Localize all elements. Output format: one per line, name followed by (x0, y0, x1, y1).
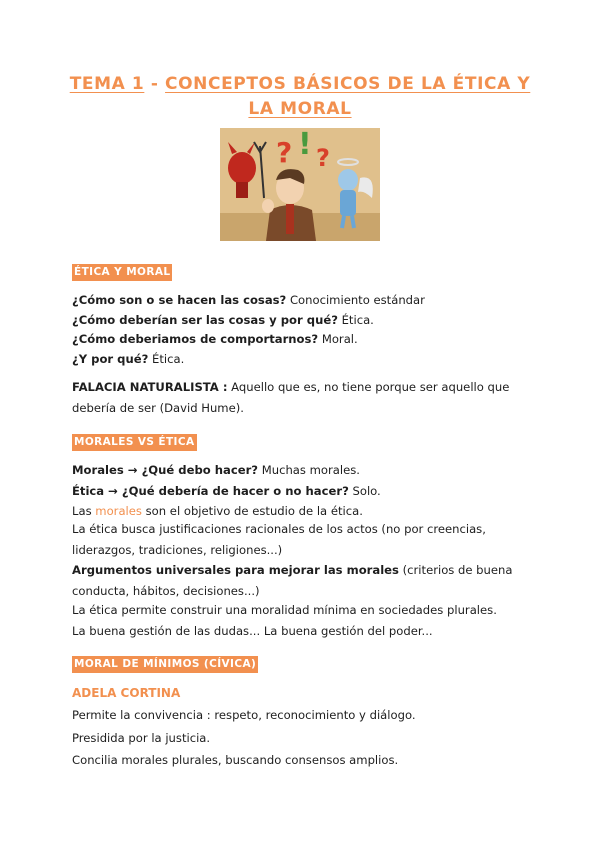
morales-question: Morales → ¿Qué debo hacer? (72, 463, 259, 477)
svg-text:!: ! (298, 128, 312, 162)
falacia-paragraph (72, 377, 542, 419)
text-line: La ética permite construir una moralidad mínima en sociedades plurales. (72, 603, 497, 617)
subheading-adela-cortina: ADELA CORTINA (72, 686, 181, 700)
text-line: Concilia morales plurales, buscando consensos amplios. (72, 753, 399, 767)
text-line (72, 293, 542, 308)
section-heading-morales-vs-etica: MORALES VS ÉTICA (72, 434, 197, 451)
question-1: ¿Cómo son o se hacen las cosas? (72, 293, 287, 307)
highlighted-word: morales (95, 504, 142, 518)
svg-text:?: ? (276, 136, 293, 169)
title-part-1: TEMA 1 (69, 74, 145, 94)
falacia-label: FALACIA NATURALISTA : (72, 380, 228, 394)
line-rest: son el objetivo de estudio de la ética. (141, 504, 363, 518)
answer-3: Moral. (318, 332, 358, 346)
argumentos-rest: (criterios de buena conducta, hábitos, decisiones...) (72, 563, 513, 598)
text-line (72, 504, 542, 519)
paragraph-justificaciones: La ética busca justificaciones racionales de los actos (no por creencias, liderazgos, tradiciones, religiones...) (72, 522, 486, 557)
etica-question: Ética → ¿Qué debería de hacer o no hacer? (72, 484, 349, 498)
title-separator: - (144, 74, 166, 94)
answer-1: Conocimiento estándar (286, 293, 425, 307)
text-line (72, 332, 542, 347)
title-part-2: CONCEPTOS BÁSICOS DE LA ÉTICA Y (165, 74, 531, 94)
answer-4: Ética. (148, 352, 185, 366)
text-line (72, 484, 542, 499)
section-heading-moral-minimos: MORAL DE MÍNIMOS (CÍVICA) (72, 656, 258, 673)
question-2: ¿Cómo deberían ser las cosas y por qué? (72, 313, 338, 327)
text-line: Presidida por la justicia. (72, 731, 211, 745)
text-line: Permite la convivencia : respeto, reconocimiento y diálogo. (72, 708, 416, 722)
answer-2: Ética. (337, 313, 374, 327)
ethics-dilemma-illustration (220, 128, 380, 241)
question-4: ¿Y por qué? (72, 352, 149, 366)
argumentos-bold: Argumentos universales para mejorar las morales (72, 563, 399, 577)
etica-answer: Solo. (348, 484, 381, 498)
question-3: ¿Cómo deberiamos de comportarnos? (72, 332, 319, 346)
text-line (72, 313, 542, 328)
text-line: La buena gestión de las dudas... La buena gestión del poder... (72, 624, 433, 638)
page-title (60, 72, 540, 122)
paragraph-argumentos (72, 560, 542, 602)
morales-answer: Muchas morales. (258, 463, 360, 477)
section-heading-etica-moral: ÉTICA Y MORAL (72, 264, 172, 281)
svg-text:?: ? (316, 144, 330, 172)
falacia-text: Aquello que es, no tiene porque ser aquello que debería de ser (David Hume). (72, 380, 510, 415)
title-part-3: LA MORAL (248, 99, 352, 119)
line-prefix: Las (72, 504, 96, 518)
text-line (72, 463, 542, 478)
text-line (72, 352, 542, 367)
